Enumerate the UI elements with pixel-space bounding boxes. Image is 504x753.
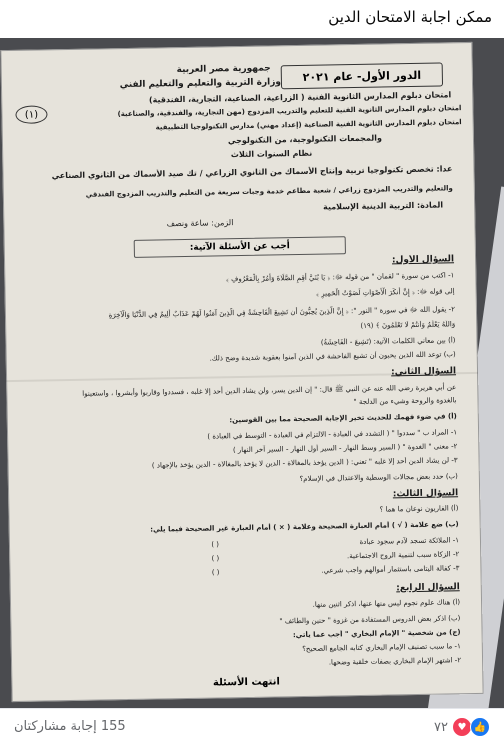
end-of-exam: انتهت الأسئلة — [212, 675, 280, 689]
header-line-6: والمجمعات التكنولوجية، من التكنولوجي — [227, 133, 383, 146]
q2-b: (ب) حدد بعض مجالات الوسطية والاعتدال في الإسلام؟ — [299, 472, 458, 484]
q3-title: السؤال الثالث: — [392, 488, 459, 500]
session-box: الدور الأول- عام ٢٠٢١ — [281, 62, 443, 89]
q2-a3: ٣- لن يشاد الدين أحد إلا غلبه " تعني: ( الدين يؤخذ بالمغالاة - الدين لا يؤخذ بالمغالاة - الدين يؤخذ بالإجهاد ) — [151, 456, 458, 470]
header-line-1: جمهورية مصر العربية — [176, 63, 271, 76]
q4-c1: ١- ما سبب تصنيف الإمام البخاري كتابه الجامع الصحيح؟ — [302, 642, 461, 653]
q1-b2: وَاللَّهُ يَعْلَمُ وَأَنتُمْ لَا تَعْلَمُونَ ﴾ (١٩) — [360, 320, 456, 330]
q3-a: (أ) الفاريون نوعان ما هما ؟ — [379, 504, 459, 514]
instructions: أجب عن الأسئلة الآتية: — [134, 236, 346, 258]
header-line-5: امتحان دبلوم المدارس الثانوية الفنية الصناعية (إعداد مهني) مدارس التكنولوجيا التطبيقية — [155, 118, 462, 132]
q3-b: (ب) ضع علامة ( √ ) أمام العبارة الصحيحة وعلامة ( × ) أمام العبارة غير الصحيحة فيما يلي: — [150, 520, 459, 534]
post-footer — [0, 708, 504, 753]
comments-count[interactable]: 155 إجابة مشاركتان — [14, 719, 126, 734]
post-text: ممكن اجابة الامتحان الدين — [328, 8, 492, 26]
q2-title: السؤال الثاني: — [391, 366, 457, 378]
time: الزمن: ساعة ونصف — [166, 218, 234, 229]
q2-hadith: عن أبي هريرة رضي الله عنه عن النبي ﷺ قال: " إن الدين يسر، ولن يشاد الدين أحد إلا غلبه ، فسددوا وقاربوا وأبشروا ، واستعينوا — [82, 383, 457, 398]
like-icon: 👍 — [470, 717, 490, 737]
q1-b-ii: (ب) توعد الله الذين يحبون أن تشيع الفاحشة في الذين آمنوا بعقوبة شديدة وضح ذلك. — [209, 350, 456, 363]
reactions[interactable] — [434, 717, 490, 737]
q4-c2: ٢- اشتهر الإمام البخاري بصفات خلقية وضحها. — [328, 656, 462, 667]
q3-b1-paren: ( ) — [211, 540, 220, 549]
q1-b-i: (أ) بين معاني الكلمات الآتية: (تَشِيعَ - الْفَاحِشَةُ) — [320, 336, 456, 347]
header-line-7: نظام السنوات الثلاث — [230, 148, 313, 160]
spec-label: عدا: تخصص تكنولوجيا تربية وإنتاج الأسماك من الثانوي الزراعي / تك صيد الأسماك من الثانوي الصناعي — [51, 164, 453, 181]
q3-b2-paren: ( ) — [211, 554, 220, 563]
q2-hadith-2: بالغدوة والروحة وشيء من الدلجة " — [353, 396, 457, 407]
q3-b1: ١- الملائكة تسجد لآدم سجود عبادة — [359, 536, 460, 546]
q4-c: (ج) من شخصية " الإمام البخاري " أجب عما يأتي: — [292, 628, 461, 640]
q1-b: ٢- يقول الله ﷻ في سورة " النور ": ﴿ إِنَّ الَّذِينَ يُحِبُّونَ أَن تَشِيعَ الْفَاحِشَةُ فِي الَّذِينَ آمَنُوا لَهُمْ عَذَابٌ أَلِيمٌ فِي الدُّنْيَا وَالْآخِرَةِ — [108, 305, 456, 320]
q1-title: السؤال الأول: — [391, 254, 455, 266]
q1-a2: إلى قوله ﷻ: ﴿ إِنَّ أَنكَرَ الْأَصْوَاتِ لَصَوْتُ الْحَمِيرِ ﴾ — [315, 287, 455, 298]
spec-line-2: والتعليم والتدريب المزدوج زراعي / شعبة مطاعم خدمة وجبات سريعة من التعليم والتدريب المزدوج الفندقي — [85, 184, 453, 199]
q4-title: السؤال الرابع: — [396, 582, 460, 594]
q4-a: (أ) هناك علوم نجوم ليس منها عنها، اذكر اثنين منها. — [312, 598, 461, 609]
exam-paper — [0, 42, 483, 702]
heart-icon: ♥ — [452, 717, 472, 737]
subject: المادة: التربية الدينية الإسلامية — [322, 200, 444, 212]
header-line-4: امتحان دبلوم المدارس الثانوية الفنية للتعليم والتدريب المزدوج (مهن التجارية، والفندقية، والصناعية) — [117, 104, 462, 119]
header-line-3: امتحان دبلوم المدارس الثانوية الفنية ( الزراعية، الصناعية، التجارية، الفندقية) — [148, 90, 452, 105]
post-photo[interactable] — [0, 38, 504, 708]
q2-a: (أ) في ضوء فهمك للحديث تخير الإجابة الصحيحة مما بين القوسين: — [229, 412, 457, 425]
q3-b3-paren: ( ) — [211, 568, 220, 577]
q4-b: (ب) اذكر بعض الدروس المستفادة من غزوة " حنين والطائف " — [279, 614, 461, 626]
q2-a2: ٢- معنى " الغدوة " ( السير وسط النهار - السير أول النهار - السير آخر النهار ) — [232, 442, 458, 455]
page-number: (١) — [15, 105, 47, 124]
q1-a: ١- اكتب من سورة " لقمان " من قوله ﷻ: ﴿ يَا بُنَيَّ أَقِمِ الصَّلَاةَ وَأْمُرْ بِالْمَعْرُوفِ ﴾ — [225, 271, 455, 284]
q3-b3: ٣- كفالة اليتامى باستثمار أموالهم واجب شرعي. — [321, 564, 460, 575]
q3-b2: ٢- الزكاة سبب لتنمية الروح الاجتماعية. — [346, 550, 460, 561]
q2-a1: ١- المراد ب " سددوا " ( التشدد في العبادة - الالتزام في العبادة - التوسط في العبادة ) — [207, 428, 458, 441]
header-line-2: وزارة التربية والتعليم والتعليم الفني — [119, 77, 282, 91]
reaction-count: ٧٢ — [434, 719, 448, 735]
